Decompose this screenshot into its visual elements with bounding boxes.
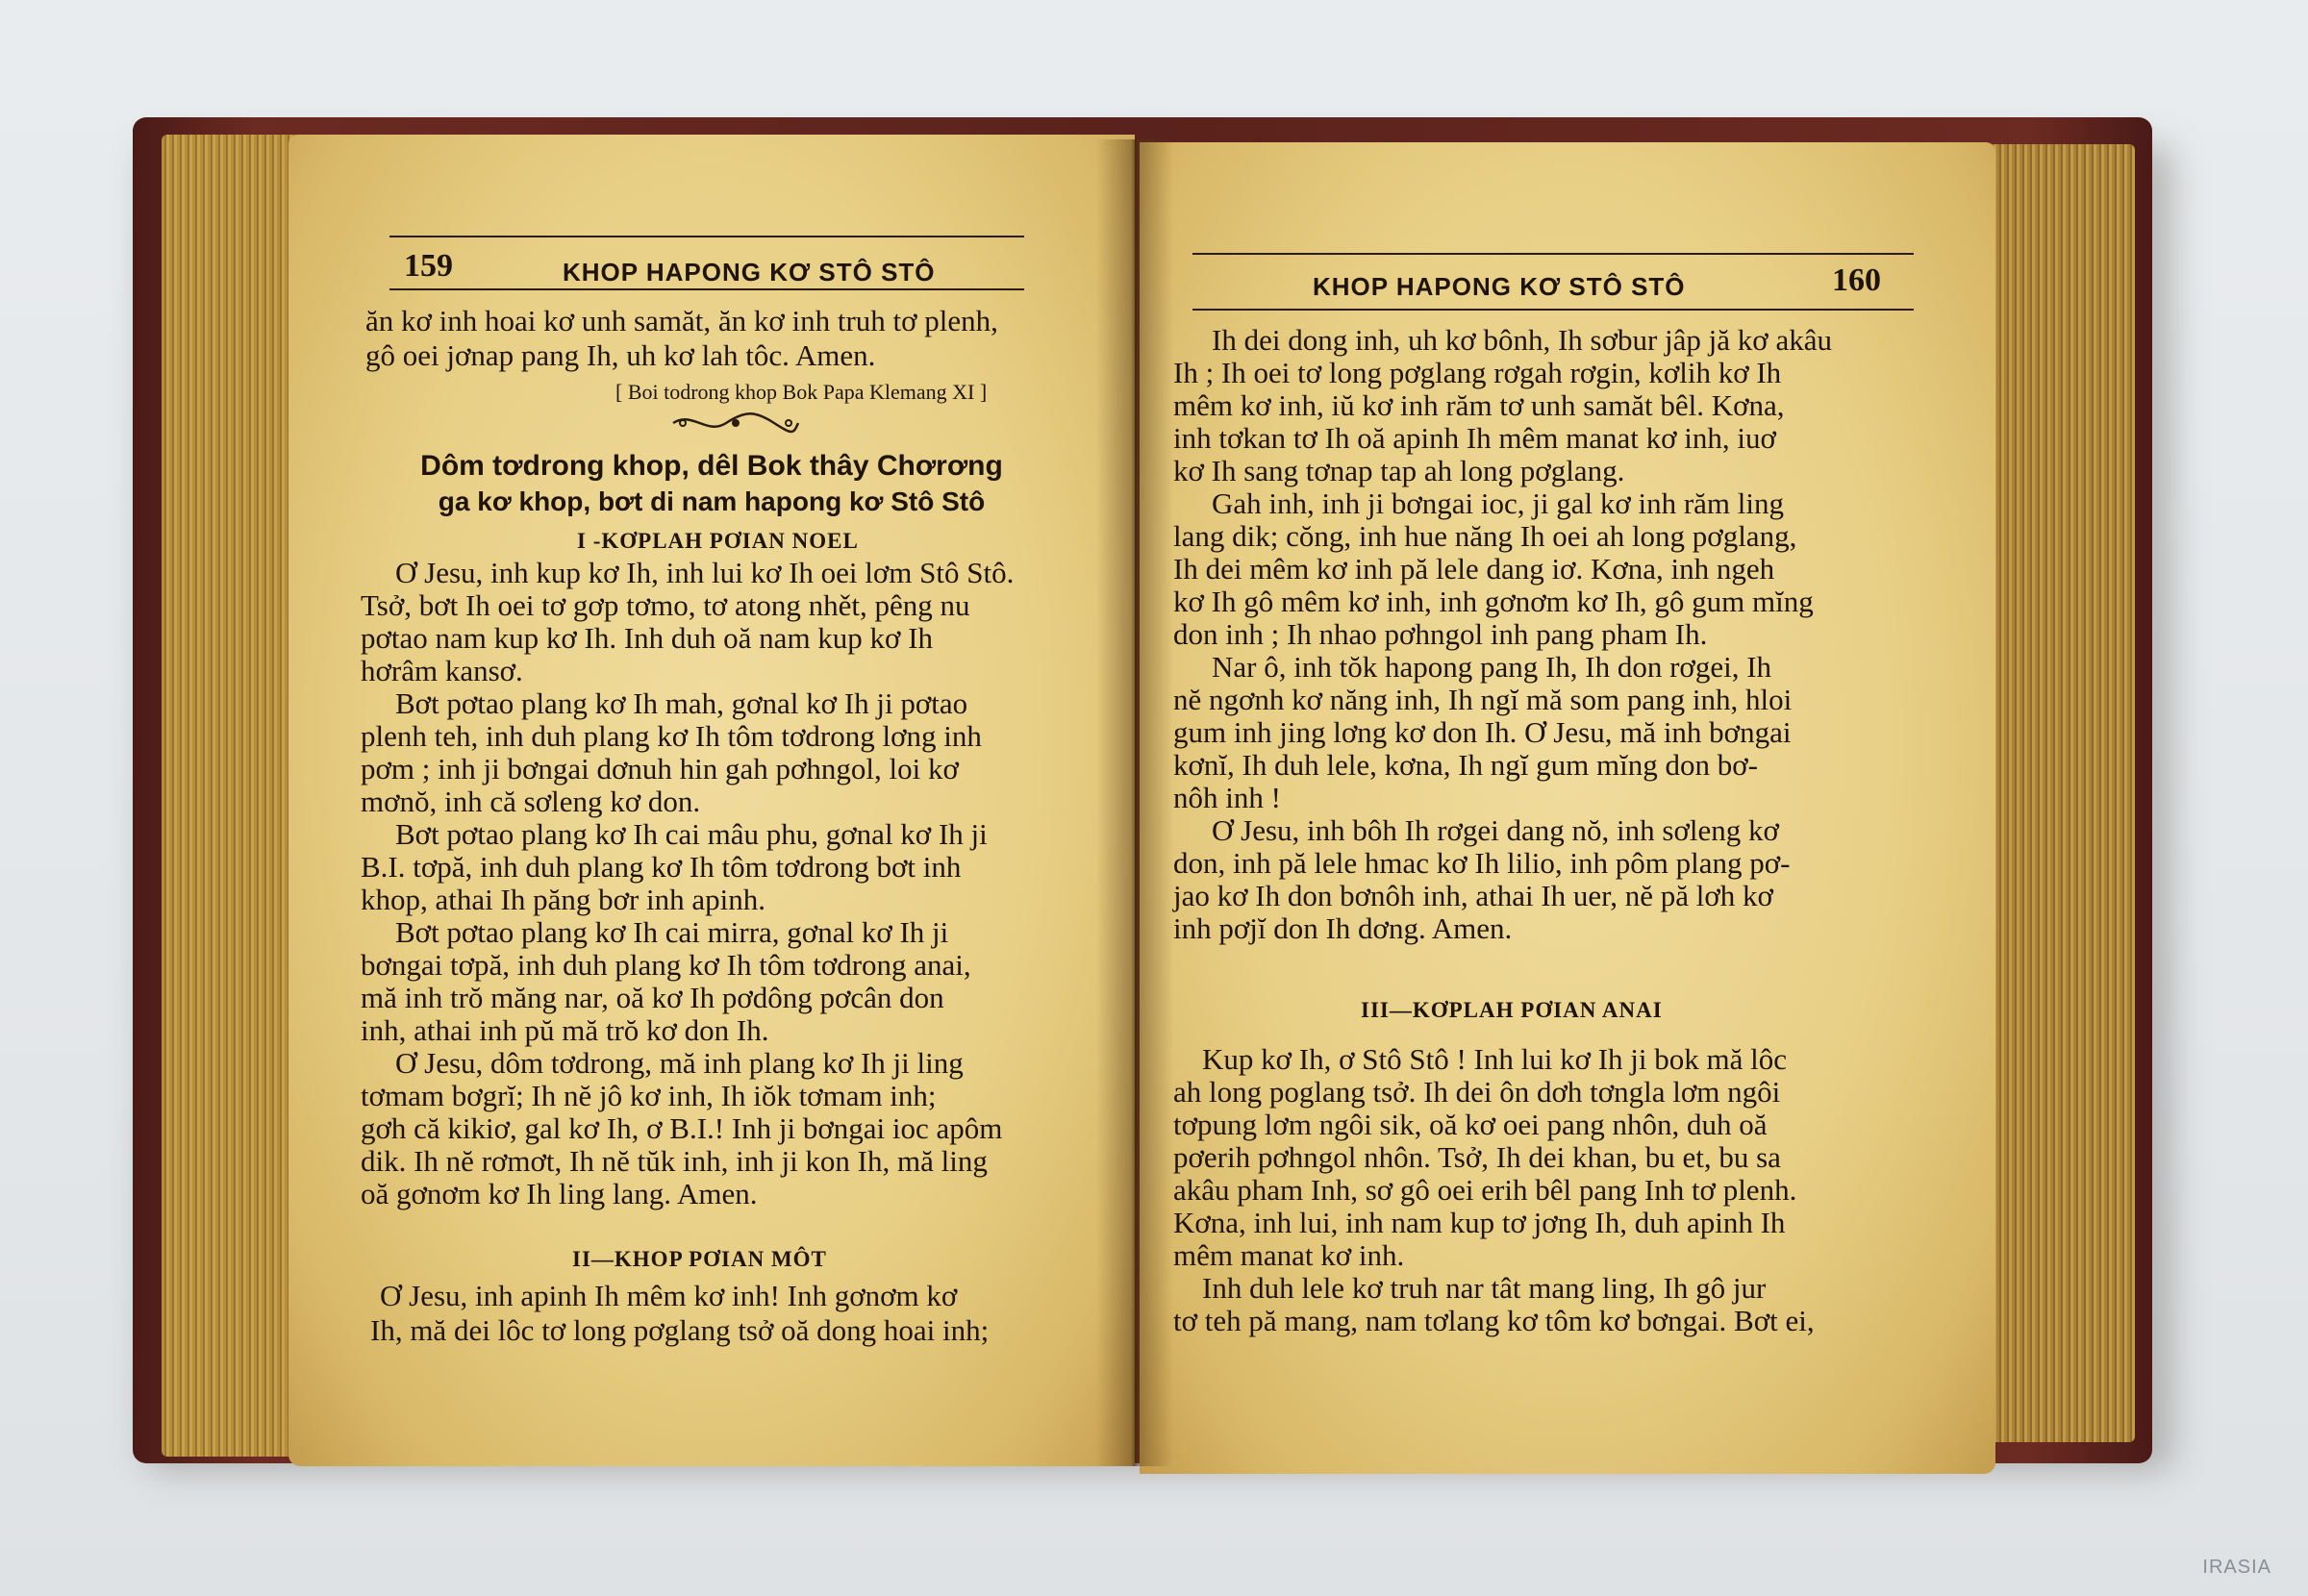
- header-rule: [1192, 309, 1914, 311]
- text-line: inh tơkan tơ Ih oă apinh Ih mêm manat kơ inh, iuơ: [1173, 421, 1776, 455]
- text-line: don, inh pă lele hmac kơ Ih lilio, inh pôm plang pơ-: [1173, 846, 1791, 880]
- text-line: mêm kơ inh, iŭ kơ inh răm tơ unh samăt bêl. Kơna,: [1173, 388, 1785, 422]
- text-line: mơnŏ, inh că sơleng kơ don.: [361, 785, 701, 818]
- text-line: Ơ Jesu, inh apinh Ih mêm kơ inh! Inh gơnơm kơ: [380, 1279, 958, 1312]
- text-line: pơm ; inh ji bơngai dơnuh hin gah pơhngol, loi kơ: [361, 752, 959, 786]
- page-number: 160: [1832, 262, 1881, 298]
- text-line: oă gơnơm kơ Ih ling lang. Amen.: [361, 1177, 758, 1210]
- text-line: Kup kơ Ih, ơ Stô Stô ! Inh lui kơ Ih ji bok mă lôc: [1202, 1042, 1788, 1076]
- text-line: gơh că kikiơ, gal kơ Ih, ơ B.I.! Inh ji bơngai ioc apôm: [361, 1111, 1003, 1145]
- attribution: [ Boi todrong khop Bok Papa Klemang XI ]: [615, 380, 988, 404]
- page-edges-right: [1981, 144, 2135, 1442]
- text-line: tơ teh pă mang, nam tơlang kơ tôm kơ bơngai. Bơt ei,: [1173, 1304, 1815, 1337]
- text-line: tơpung lơm ngôi sik, oă kơ oei pang nhôn, duh oă: [1173, 1108, 1768, 1141]
- text-line: bơngai tơpă, inh duh plang kơ Ih tôm tơdrong anai,: [361, 948, 971, 982]
- text-line: Bơt pơtao plang kơ Ih mah, gơnal kơ Ih ji pơtao: [395, 686, 968, 720]
- right-page: [1140, 142, 1995, 1474]
- header-rule: [389, 236, 1024, 237]
- section-heading: III—KƠPLAH PƠIAN ANAI: [1361, 998, 1663, 1022]
- text-line: gô oei jơnap pang Ih, uh kơ lah tôc. Amen.: [365, 338, 876, 372]
- text-line: Ih, mă dei lôc tơ long pơglang tsở oă dong hoai inh;: [370, 1313, 990, 1347]
- running-head: KHOP HAPONG KƠ STÔ STÔ: [563, 258, 936, 287]
- chapter-subtitle: ga kơ khop, bơt di nam hapong kơ Stô Stô: [438, 486, 986, 516]
- text-line: mă inh trŏ măng nar, oă kơ Ih pơdông pơcân don: [361, 981, 944, 1014]
- page-number: 159: [404, 248, 453, 284]
- text-line: ah long poglang tsở. Ih dei ôn dơh tơngla lơm ngôi: [1173, 1075, 1781, 1109]
- section-heading: II—KHOP PƠIAN MÔT: [572, 1247, 827, 1271]
- text-line: jao kơ Ih don bơnôh inh, athai Ih uer, nĕ pă lơh kơ: [1173, 879, 1773, 912]
- watermark: IRASIA: [2202, 1557, 2271, 1578]
- text-line: inh pơjĭ don Ih dơng. Amen.: [1173, 911, 1513, 945]
- text-line: mêm manat kơ inh.: [1173, 1238, 1405, 1272]
- text-line: kơnĭ, Ih duh lele, kơna, Ih ngĭ gum mĭng don bơ-: [1173, 748, 1758, 782]
- text-line: gum inh jing lơng kơ don Ih. Ơ Jesu, mă inh bơngai: [1173, 715, 1792, 749]
- header-rule: [1192, 253, 1914, 255]
- header-rule: [389, 288, 1024, 290]
- text-line: kơ Ih gô mêm kơ inh, inh gơnơm kơ Ih, gô gum mĭng: [1173, 585, 1814, 618]
- text-line: don inh ; Ih nhao pơhngol inh pang pham Ih.: [1173, 617, 1708, 651]
- text-line: Inh duh lele kơ truh nar tât mang ling, Ih gô jur: [1202, 1271, 1767, 1305]
- text-line: pơerih pơhngol nhôn. Tsở, Ih dei khan, bu et, bu sa: [1173, 1140, 1781, 1174]
- book-gutter: [1096, 139, 1173, 1466]
- text-line: tơmam bơgrĭ; Ih nĕ jô kơ inh, Ih iŏk tơmam inh;: [361, 1079, 937, 1112]
- text-line: B.I. tơpă, inh duh plang kơ Ih tôm tơdrong bơt inh: [361, 850, 962, 884]
- text-line: Ih ; Ih oei tơ long pơglang rơgah rơgin, kơlih kơ Ih: [1173, 356, 1782, 389]
- text-line: akâu pham Inh, sơ gô oei erih bêl pang Inh tơ plenh.: [1173, 1173, 1797, 1207]
- chapter-title: Dôm tơdrong khop, dêl Bok thây Chơrơng: [420, 450, 1003, 482]
- running-head: KHOP HAPONG KƠ STÔ STÔ: [1313, 272, 1686, 301]
- text-line: hơrâm kansơ.: [361, 654, 523, 687]
- section-heading: I -KƠPLAH PƠIAN NOEL: [577, 529, 859, 553]
- text-line: pơtao nam kup kơ Ih. Inh duh oă nam kup kơ Ih: [361, 621, 934, 655]
- text-line: Ơ Jesu, inh bôh Ih rơgei dang nŏ, inh sơleng kơ: [1212, 813, 1779, 847]
- text-line: kơ Ih sang tơnap tap ah long pơglang.: [1173, 454, 1625, 487]
- text-line: Ơ Jesu, inh kup kơ Ih, inh lui kơ Ih oei lơm Stô Stô.: [395, 556, 1015, 589]
- text-line: ăn kơ inh hoai kơ unh samăt, ăn kơ inh truh tơ plenh,: [365, 304, 998, 337]
- text-line: Bơt pơtao plang kơ Ih cai mirra, gơnal kơ Ih ji: [395, 915, 949, 949]
- left-page: [288, 135, 1135, 1466]
- text-line: Kơna, inh lui, inh nam kup tơ jơng Ih, duh apinh Ih: [1173, 1206, 1786, 1239]
- text-line: Gah inh, inh ji bơngai ioc, ji gal kơ inh răm ling: [1212, 486, 1785, 520]
- text-line: lang dik; cŏng, inh hue năng Ih oei ah long pơglang,: [1173, 519, 1797, 553]
- text-line: Ih dei mêm kơ inh pă lele dang iơ. Kơna, inh ngeh: [1173, 552, 1775, 586]
- text-line: Tsở, bơt Ih oei tơ gơp tơmo, tơ atong nhět, pêng nu: [361, 588, 970, 622]
- text-line: Bơt pơtao plang kơ Ih cai mâu phu, gơnal kơ Ih ji: [395, 817, 988, 851]
- text-line: khop, athai Ih păng bơr inh apinh.: [361, 883, 766, 916]
- text-line: Ơ Jesu, dôm tơdrong, mă inh plang kơ Ih ji ling: [395, 1046, 964, 1080]
- text-line: plenh teh, inh duh plang kơ Ih tôm tơdrong lơng inh: [361, 719, 982, 753]
- text-line: inh, athai inh pŭ mă trŏ kơ don Ih.: [361, 1013, 769, 1047]
- ornament-divider: [668, 409, 803, 437]
- text-line: dik. Ih nĕ rơmơt, Ih nĕ tŭk inh, inh ji kon Ih, mă ling: [361, 1144, 988, 1178]
- text-line: nôh inh !: [1173, 781, 1281, 814]
- text-line: Nar ô, inh tŏk hapong pang Ih, Ih don rơgei, Ih: [1212, 650, 1772, 684]
- text-line: Ih dei dong inh, uh kơ bônh, Ih sơbur jâp jă kơ akâu: [1212, 323, 1832, 357]
- text-line: nĕ ngơnh kơ năng inh, Ih ngĭ mă som pang inh, hloi: [1173, 683, 1793, 716]
